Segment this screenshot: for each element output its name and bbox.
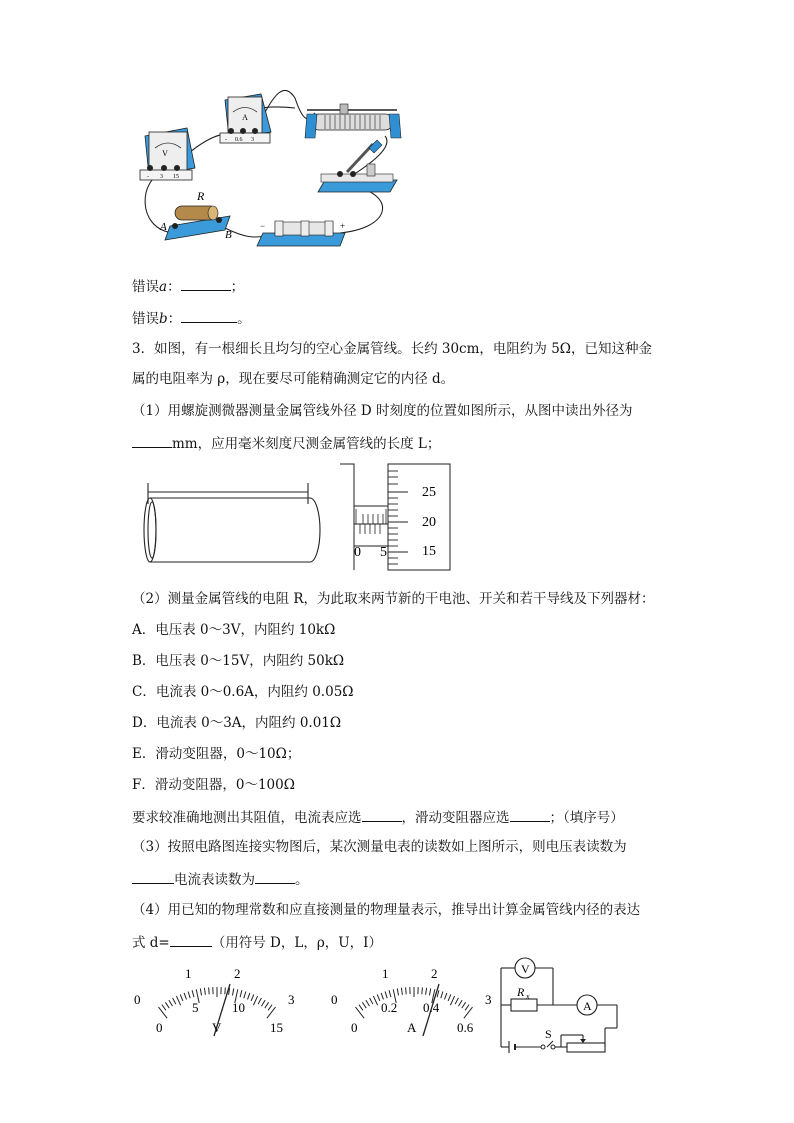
scale-tick [459,1000,463,1006]
circuit-voltmeter-label: V [521,962,530,976]
q3-requirement [132,807,624,827]
scale-tick [159,1007,168,1018]
error-b-prefix: 错误 [132,311,159,327]
scale-tick [397,989,398,996]
ammeter-dial [327,962,502,1042]
micrometer-thimble-20: 20 [422,515,436,530]
q3-line2: 属的电阻率为 ρ，现在要尽可能精确测定它的内径 d。 [132,371,455,387]
voltmeter-dial [130,962,305,1042]
a-top-3: 3 [485,992,492,1007]
scale-tick [464,1007,473,1018]
option-B: B．电压表 0～15V，内阻约 50kΩ [132,653,345,669]
q3-part4-line1: （4）用已知的物理常数和应直接测量的物理量表示，推导出计算金属管线内径的表达 [132,902,641,918]
a-top-1: 1 [382,966,389,981]
ammeter-terminal-3: 3 [251,137,254,143]
option-E: E．滑动变阻器，0～10Ω； [132,746,301,762]
q3-part3-line2 [132,869,309,889]
scale-tick [455,998,458,1004]
scale-tick [265,1002,269,1008]
part3-text-b: 。 [295,872,309,888]
scale-tick [356,1007,365,1018]
battery-minus: − [260,221,266,231]
battery-device [257,221,345,246]
scale-tick [169,1000,173,1006]
scale-tick [430,989,431,996]
scale-tick [176,996,180,1005]
v-top-1: 1 [185,966,192,981]
micrometer-figure [338,462,458,572]
outer-diameter-blank[interactable] [132,433,172,448]
circuit-resistor-label: R [517,985,525,999]
a-top-2: 2 [431,966,438,981]
error-a-blank[interactable] [181,276,231,291]
scale-tick [162,1005,166,1011]
v-top-3: 3 [288,992,295,1007]
scale-tick [204,988,205,995]
battery-plus: + [340,221,346,231]
v-bottom-0: 0 [156,1020,163,1035]
voltmeter-letter: V [162,149,168,158]
scale-tick [465,1005,469,1011]
circuit-ammeter-label: A [583,999,592,1013]
apparatus-figure [135,88,410,253]
requirement-text-a: 要求较准确地测出其阻值，电流表应选 [132,810,362,826]
scale-tick [406,987,407,994]
scale-tick [362,1002,366,1008]
ammeter-scale-ticks [356,987,473,1018]
ammeter-terminal-06: 0.6 [235,137,243,143]
ammeter-reading-blank[interactable] [255,869,295,884]
rheostat-choice-blank[interactable] [510,807,550,822]
error-a-end: ； [230,279,245,295]
scale-tick [422,987,423,994]
scale-tick [373,996,377,1005]
scale-tick [268,1005,272,1011]
q3-line1: 3．如图，有一根细长且均匀的空心金属管线。长约 30cm，电阻约为 5Ω，已知这种金 [132,341,652,357]
v-bottom-5: 5 [192,1000,199,1015]
scale-tick [401,988,402,995]
scale-tick [240,990,242,997]
scale-tick [244,992,246,999]
part3-text-a: 电流表读数为 [174,872,255,888]
scale-tick [366,1000,370,1006]
part4-text-b: （用符号 D，L，ρ，U，I） [211,935,382,951]
diameter-expression-blank[interactable] [170,932,212,947]
voltmeter-terminal-3: 3 [160,174,163,180]
part4-text-a: 式 d= [132,935,170,951]
ammeter-letter: A [242,113,248,122]
circuit-resistor-subscript: x [526,992,530,1001]
micrometer-main-5: 5 [380,545,387,560]
label-A: A [160,221,167,233]
voltmeter-reading-blank[interactable] [132,869,174,884]
scale-tick [426,988,427,995]
scale-tick [445,993,447,1000]
micrometer-thimble-25: 25 [422,485,436,500]
option-A: A．电压表 0～3V，内阻约 10kΩ [132,622,336,638]
scale-tick [448,994,451,1001]
error-a-var: a [159,279,168,295]
scale-tick [262,1000,266,1006]
scale-tick [267,1007,276,1018]
error-b-line [132,308,251,328]
scale-tick [389,990,391,997]
error-a-line [132,276,244,296]
label-R: R [197,189,205,203]
scale-tick [385,992,387,999]
q3-part1-unit: mm，应用毫米刻度尺测金属管线的长度 L； [172,436,441,452]
voltmeter-device [140,128,195,180]
error-b-end: 。 [237,311,251,327]
error-b-var: b [159,311,168,327]
a-bottom-02: 0.2 [381,1000,398,1015]
scale-tick [253,996,257,1005]
micrometer-main-0: 0 [354,545,361,560]
q3-part1-line1: （1）用螺旋测微器测量金属管线外径 D 时刻度的位置如图所示，从图中读出外径为 [132,403,633,419]
rheostat-device [305,104,401,138]
scale-tick [192,990,194,997]
scale-tick [462,1002,466,1008]
scale-tick [184,993,186,1000]
scale-tick [377,994,380,1001]
ammeter-choice-blank[interactable] [362,807,402,822]
scale-tick [370,998,373,1004]
scale-tick [248,993,250,1000]
voltmeter-terminal-minus: - [147,174,149,180]
scale-tick [209,987,210,994]
option-F: F．滑动变阻器，0～100Ω [132,777,295,793]
requirement-text-c: ；（填序号） [549,810,624,826]
v-unit: V [212,1020,222,1035]
ammeter-device [220,94,271,143]
v-top-0: 0 [134,992,141,1007]
requirement-text-b: ，滑动变阻器应选 [401,810,510,826]
scale-tick [359,1005,363,1011]
voltmeter-terminal-15: 15 [173,174,179,180]
scale-tick [165,1002,169,1008]
label-B: B [225,229,232,241]
scale-tick [225,987,226,994]
scale-tick [251,994,254,1001]
scale-tick [173,998,176,1004]
option-D: D．电流表 0～3A，内阻约 0.01Ω [132,715,342,731]
a-bottom-04: 0.4 [423,1000,440,1015]
scale-tick [233,989,234,996]
scale-tick [381,993,383,1000]
circuit-diagram [495,955,625,1060]
circuit-switch-label: S [545,1027,552,1041]
a-bottom-06: 0.6 [457,1020,474,1035]
option-C: C．电流表 0～0.6A，内阻约 0.05Ω [132,684,354,700]
scale-tick [200,989,201,996]
q3-part2: （2）测量金属管线的电阻 R，为此取来两节新的干电池、开关和若干导线及下列器材： [132,591,655,607]
error-b-colon: ： [167,311,182,327]
a-top-0: 0 [331,992,338,1007]
scale-tick [441,992,443,999]
scale-tick [258,998,261,1004]
scale-tick [188,992,190,999]
error-a-prefix: 错误 [132,279,159,295]
v-bottom-10: 10 [232,1000,245,1015]
scale-tick [450,996,454,1005]
a-bottom-0: 0 [351,1020,358,1035]
error-b-blank[interactable] [181,308,237,323]
voltmeter-scale-ticks [159,987,276,1018]
a-unit: A [407,1020,417,1035]
q3-part4-line2 [132,932,382,952]
error-a-colon: ： [167,279,181,295]
v-top-2: 2 [234,966,241,981]
ammeter-terminal-minus: - [225,137,227,143]
q3-part3-line1: （3）按照电路图连接实物图后，某次测量电表的读数如上图所示，则电压表读数为 [132,839,627,855]
scale-tick [180,994,183,1001]
v-bottom-15: 15 [270,1020,283,1035]
resistor-R-device [159,189,232,241]
pipe-figure [132,478,327,570]
micrometer-thimble-15: 15 [422,544,436,559]
q3-part1-line2 [132,433,440,453]
